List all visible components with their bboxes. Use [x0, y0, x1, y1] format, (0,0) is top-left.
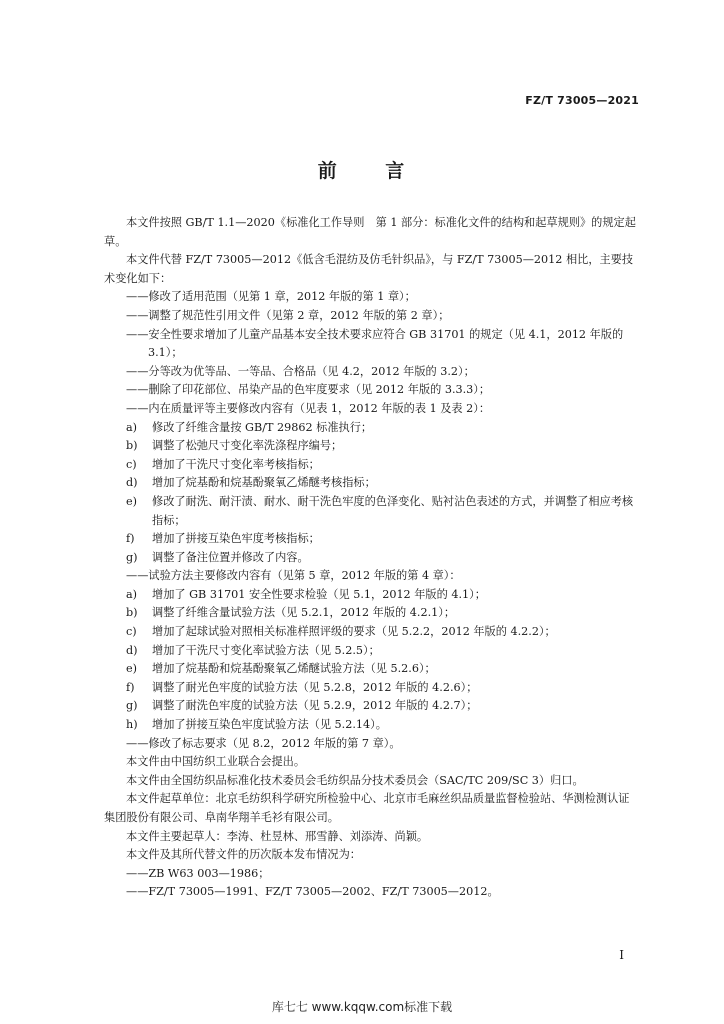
sub-item-marker: a) [126, 420, 138, 434]
change-item: ——安全性要求增加了儿童产品基本安全技术要求应符合 GB 31701 的规定（见 4.1，2012 年版的 3.1）； [126, 327, 624, 360]
body-paragraph: 本文件及其所代替文件的历次版本发布情况为： [126, 848, 361, 862]
sub-item-text: 增加了烷基酚和烷基酚聚氧乙烯醚试验方法（见 5.2.6）； [152, 662, 436, 676]
change-item: ——调整了规范性引用文件（见第 2 章，2012 年版的第 2 章）； [126, 308, 450, 322]
sub-item-text: 增加了拼接互染色牢度考核指标； [152, 532, 320, 546]
sub-item-marker: e) [126, 494, 137, 508]
sub-item-text: 增加了起球试验对照相关标准样照评级的要求（见 5.2.2，2012 年版的 4.2.2）； [152, 625, 556, 639]
body-paragraph: 本文件主要起草人：李涛、杜昱林、邢雪静、刘添涛、尚颖。 [126, 829, 429, 843]
sub-item [104, 642, 636, 661]
change-item: ——分等改为优等品、一等品、合格品（见 4.2，2012 年版的 3.2）； [126, 364, 475, 378]
sub-item-text: 增加了烷基酚和烷基酚聚氧乙烯醚考核指标； [152, 476, 376, 490]
sub-item [104, 456, 636, 475]
standard-code: FZ/T 73005—2021 [525, 94, 639, 107]
sub-item-marker: g) [126, 699, 138, 713]
sub-item-text: 调整了松弛尺寸变化率洗涤程序编号； [152, 439, 343, 453]
body-paragraph: 本文件代替 FZ/T 73005—2012《低含毛混纺及仿毛针织品》，与 FZ/T 73005—2012 相比，主要技术变化如下： [104, 253, 634, 285]
body-paragraph: 本文件由中国纺织工业联合会提出。 [126, 755, 306, 769]
sub-item-marker: c) [126, 457, 137, 471]
sub-item-marker: b) [126, 606, 138, 620]
change-item: ——修改了标志要求（见 8.2，2012 年版的第 7 章）。 [126, 736, 401, 750]
document-body [104, 214, 636, 902]
sub-item-text: 调整了备注位置并修改了内容。 [152, 550, 309, 564]
sub-item [104, 697, 636, 716]
change-item: ——试验方法主要修改内容有（见第 5 章，2012 年版的第 4 章）： [126, 569, 461, 583]
sub-item-text: 调整了耐光色牢度的试验方法（见 5.2.8，2012 年版的 4.2.6）； [152, 680, 478, 694]
sub-item [104, 604, 636, 623]
change-item: ——内在质量评等主要修改内容有（见表 1，2012 年版的表 1 及表 2）： [126, 401, 491, 415]
sub-item-text: 修改了耐洗、耐汗渍、耐水、耐干洗色牢度的色泽变化、贴衬沾色表述的方式，并调整了相应考核指标； [152, 494, 634, 527]
change-item: ——修改了适用范围（见第 1 章，2012 年版的第 1 章）； [126, 290, 416, 304]
change-item: ——删除了印花部位、吊染产品的色牢度要求（见 2012 年版的 3.3.3）； [126, 383, 491, 397]
sub-item-text: 增加了干洗尺寸变化率试验方法（见 5.2.5）； [152, 643, 380, 657]
footer-watermark-text: 库七七 www.kqqw.com标准下载 [271, 1000, 453, 1014]
sub-item-marker: e) [126, 662, 137, 676]
sub-item-marker: f) [126, 532, 135, 546]
body-paragraph: 本文件起草单位：北京毛纺织科学研究所检验中心、北京市毛麻丝织品质量监督检验站、华测检测认证集团股份有限公司、阜南华翔羊毛衫有限公司。 [104, 792, 630, 824]
sub-item [104, 679, 636, 698]
sub-item-marker: a) [126, 587, 138, 601]
sub-item [104, 660, 636, 679]
sub-item-text: 修改了纤维含量按 GB/T 29862 标准执行； [152, 420, 373, 434]
change-item: ——FZ/T 73005—1991、FZ/T 73005—2002、FZ/T 73005—2012。 [126, 885, 499, 899]
sub-item-marker: g) [126, 550, 138, 564]
body-paragraph: 本文件按照 GB/T 1.1—2020《标准化工作导则 第 1 部分：标准化文件的结构和起草规则》的规定起草。 [104, 216, 636, 248]
sub-item-marker: d) [126, 476, 138, 490]
sub-item [104, 474, 636, 493]
sub-item [104, 623, 636, 642]
page-title: 前 言 [317, 160, 407, 182]
sub-item [104, 493, 636, 530]
sub-item-text: 调整了耐洗色牢度的试验方法（见 5.2.9，2012 年版的 4.2.7）； [152, 699, 478, 713]
sub-item [104, 419, 636, 438]
sub-item-text: 增加了干洗尺寸变化率考核指标； [152, 457, 320, 471]
sub-item [104, 716, 636, 735]
page-number: I [619, 948, 624, 962]
change-item: ——ZB W63 003—1986； [126, 866, 270, 880]
sub-item-text: 调整了纤维含量试验方法（见 5.2.1，2012 年版的 4.2.1）； [152, 606, 456, 620]
sub-item [104, 530, 636, 549]
sub-item-text: 增加了 GB 31701 安全性要求检验（见 5.1，2012 年版的 4.1）； [152, 587, 486, 601]
sub-item [104, 586, 636, 605]
sub-item-marker: h) [126, 718, 138, 732]
sub-item [104, 437, 636, 456]
body-paragraph: 本文件由全国纺织品标准化技术委员会毛纺织品分技术委员会（SAC/TC 209/SC 3）归口。 [126, 773, 584, 787]
sub-item [104, 549, 636, 568]
sub-item-marker: b) [126, 439, 138, 453]
sub-item-marker: f) [126, 680, 135, 694]
sub-item-marker: c) [126, 625, 137, 639]
sub-item-marker: d) [126, 643, 138, 657]
sub-item-text: 增加了拼接互染色牢度试验方法（见 5.2.14）。 [152, 718, 387, 732]
